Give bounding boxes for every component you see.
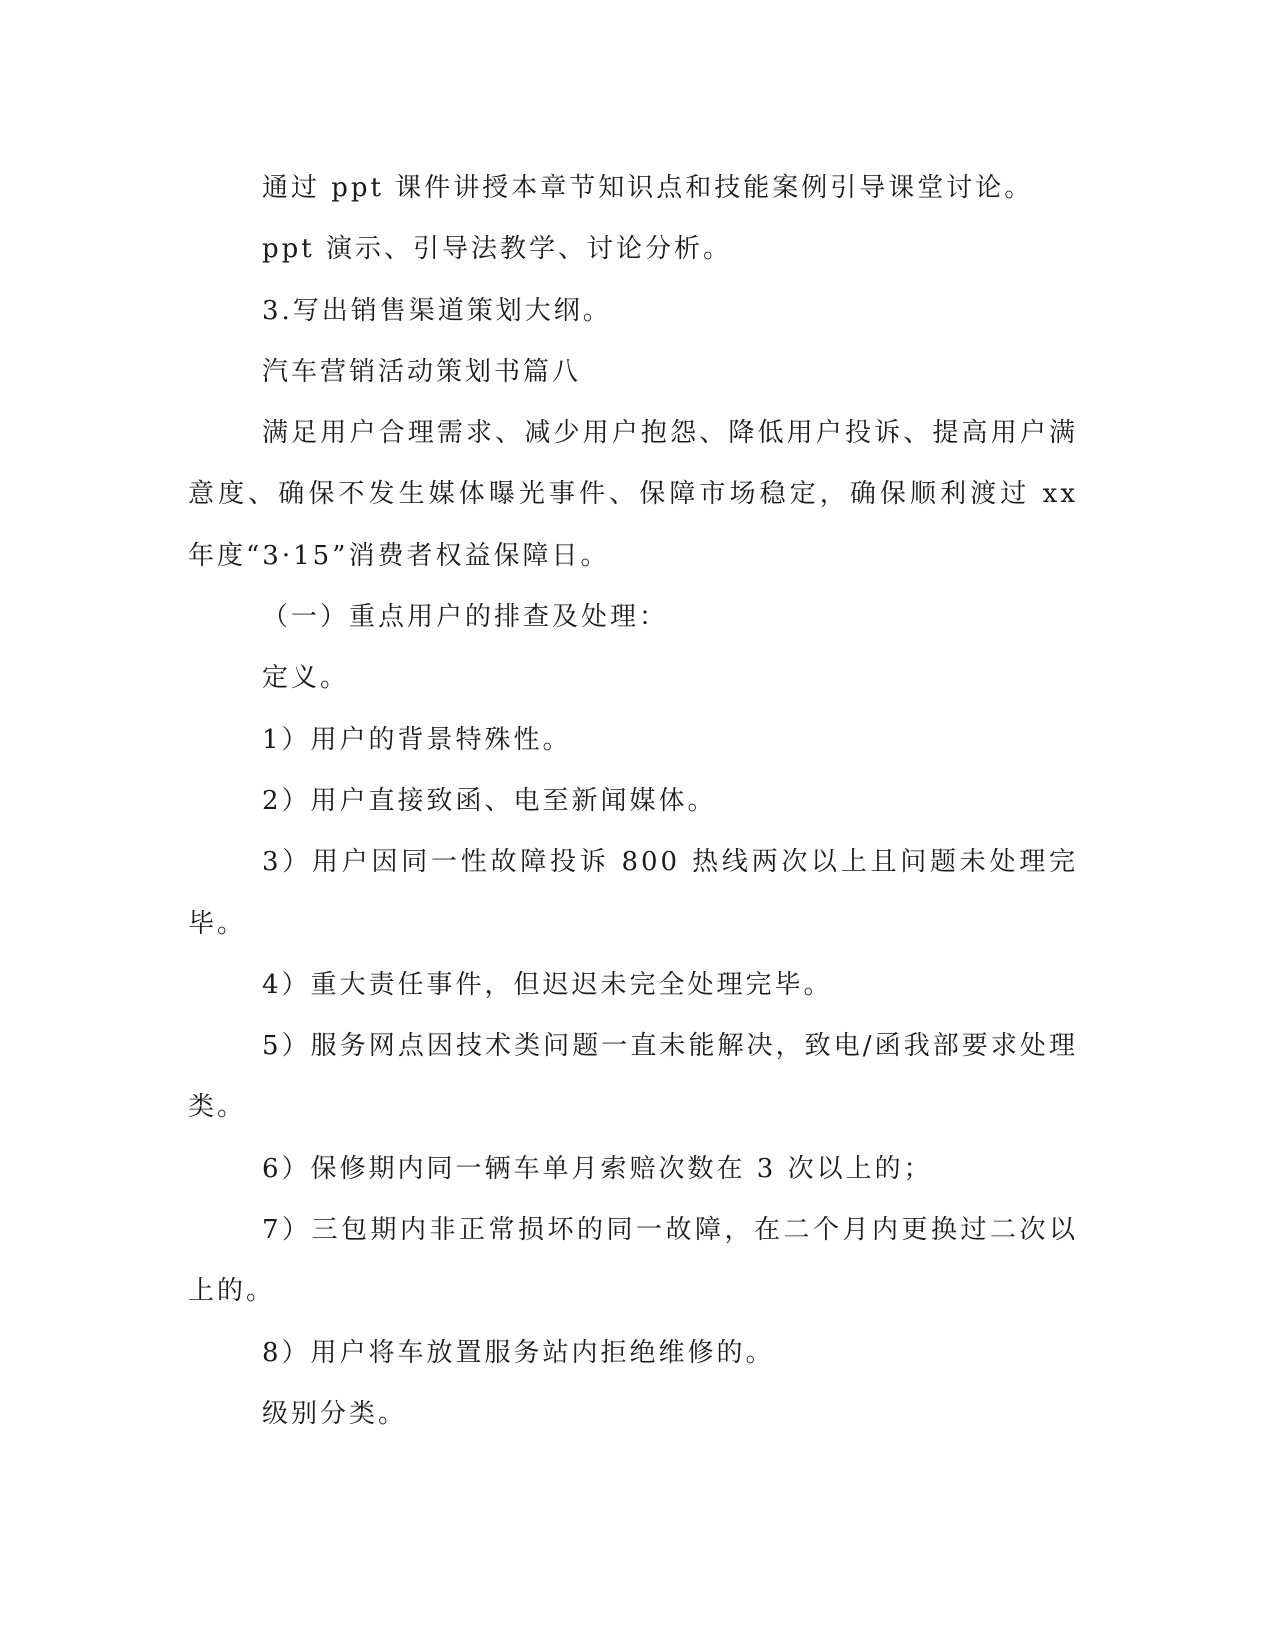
paragraph-objectives: 满足用户合理需求、减少用户抱怨、降低用户投诉、提高用户满意度、确保不发生媒体曝光事件、保障市场稳定，确保顺利渡过 xx 年度“3·15”消费者权益保障日。 <box>188 418 1078 571</box>
paragraph-channel-outline: 3.写出销售渠道策划大纲。 <box>262 295 612 326</box>
list-item-8: 8）用户将车放置服务站内拒绝维修的。 <box>262 1337 775 1368</box>
paragraph-level-classification: 级别分类。 <box>262 1398 408 1429</box>
subsection-heading: （一）重点用户的排查及处理： <box>262 602 669 633</box>
list-item-7: 7）三包期内非正常损坏的同一故障，在二个月内更换过二次以上的。 <box>188 1215 1078 1307</box>
document-body <box>188 158 1078 1445</box>
list-item-4: 4）重大责任事件，但迟迟未完全处理完毕。 <box>262 969 833 1000</box>
paragraph-teaching-methods: ppt 演示、引导法教学、讨论分析。 <box>262 234 733 265</box>
paragraph-definition: 定义。 <box>262 663 350 694</box>
section-heading: 汽车营销活动策划书篇八 <box>262 356 582 387</box>
list-item-5: 5）服务网点因技术类问题一直未能解决，致电/函我部要求处理类。 <box>188 1031 1078 1123</box>
list-item-2: 2）用户直接致函、电至新闻媒体。 <box>262 785 717 816</box>
list-item-3: 3）用户因同一性故障投诉 800 热线两次以上且问题未处理完毕。 <box>188 847 1078 939</box>
paragraph-ppt-lecture: 通过 ppt 课件讲授本章节知识点和技能案例引导课堂讨论。 <box>262 173 1034 203</box>
list-item-1: 1）用户的背景特殊性。 <box>262 724 572 755</box>
list-item-6: 6）保修期内同一辆车单月索赔次数在 3 次以上的； <box>262 1153 933 1184</box>
